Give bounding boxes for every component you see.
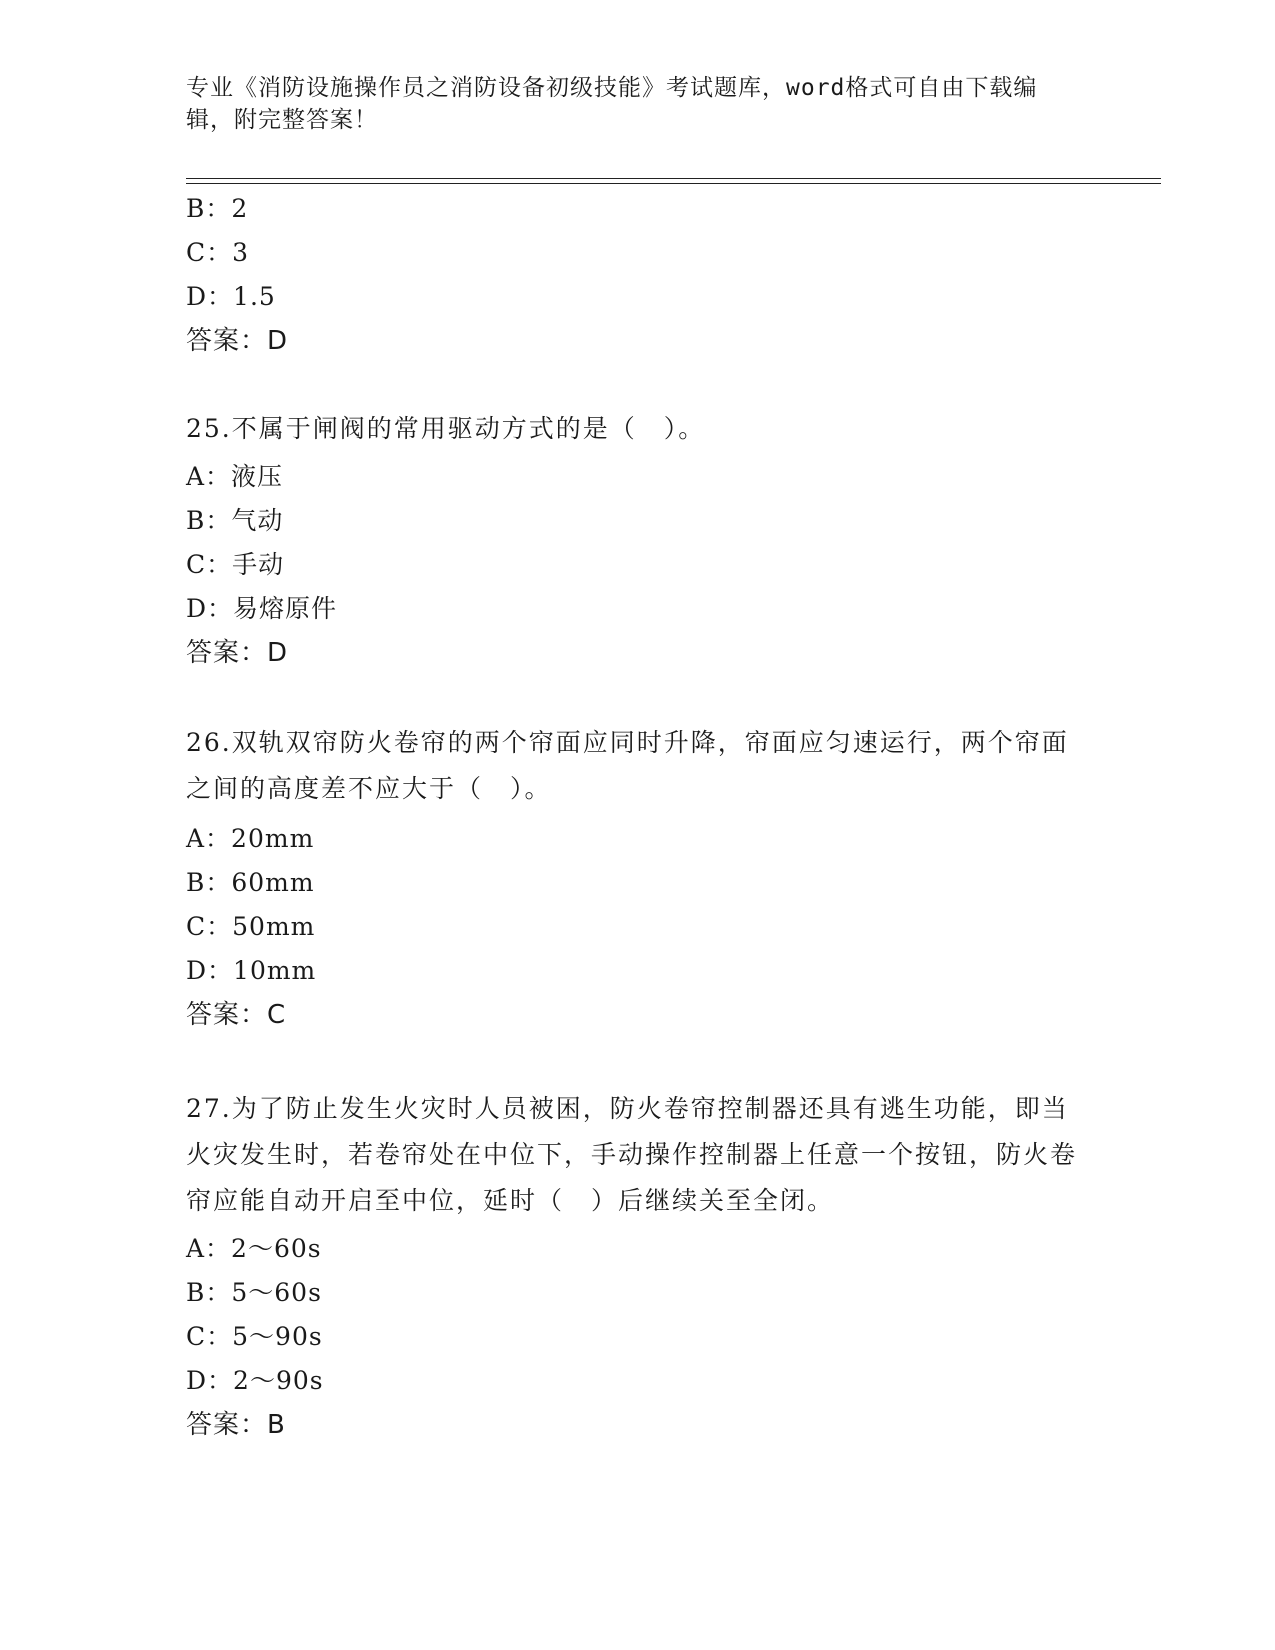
question-27-answer: 答案：B xyxy=(186,1410,286,1440)
question-26-option-b: B：60mm xyxy=(186,868,315,897)
question-27-option-c: C：5～90s xyxy=(186,1322,323,1351)
question-25-option-c: C：手动 xyxy=(186,550,285,579)
option-c: C：3 xyxy=(186,238,250,267)
header-divider-top xyxy=(186,178,1161,179)
question-25-option-b: B：气动 xyxy=(186,506,284,535)
header-divider-bottom xyxy=(186,183,1161,184)
question-26-option-c: C：50mm xyxy=(186,912,316,941)
question-26-option-a: A：20mm xyxy=(186,824,315,853)
question-27-option-d: D：2～90s xyxy=(186,1366,324,1395)
question-25-option-d: D：易熔原件 xyxy=(186,594,338,623)
question-26-option-d: D：10mm xyxy=(186,956,317,985)
question-26-stem: 26.双轨双帘防火卷帘的两个帘面应同时升降，帘面应匀速运行，两个帘面之间的高度差不应大于（ ）。 xyxy=(186,728,1069,803)
answer-label: 答案：D xyxy=(186,326,289,356)
question-26-answer: 答案：C xyxy=(186,1000,287,1030)
question-27-option-a: A：2～60s xyxy=(186,1234,322,1263)
question-25-answer: 答案：D xyxy=(186,638,289,668)
question-25-option-a: A：液压 xyxy=(186,462,284,491)
option-b: B：2 xyxy=(186,194,249,223)
document-header: 专业《消防设施操作员之消防设备初级技能》考试题库，word格式可自由下载编辑，附完整答案！ xyxy=(186,75,1038,133)
option-d: D：1.5 xyxy=(186,282,276,311)
question-25-stem: 25.不属于闸阀的常用驱动方式的是（ ）。 xyxy=(186,414,706,443)
question-27-option-b: B：5～60s xyxy=(186,1278,322,1307)
question-27-stem: 27.为了防止发生火灾时人员被困，防火卷帘控制器还具有逃生功能，即当火灾发生时，若卷帘处在中位下，手动操作控制器上任意一个按钮，防火卷帘应能自动开启至中位，延时（ ）后继续关至全闭。 xyxy=(186,1094,1078,1215)
